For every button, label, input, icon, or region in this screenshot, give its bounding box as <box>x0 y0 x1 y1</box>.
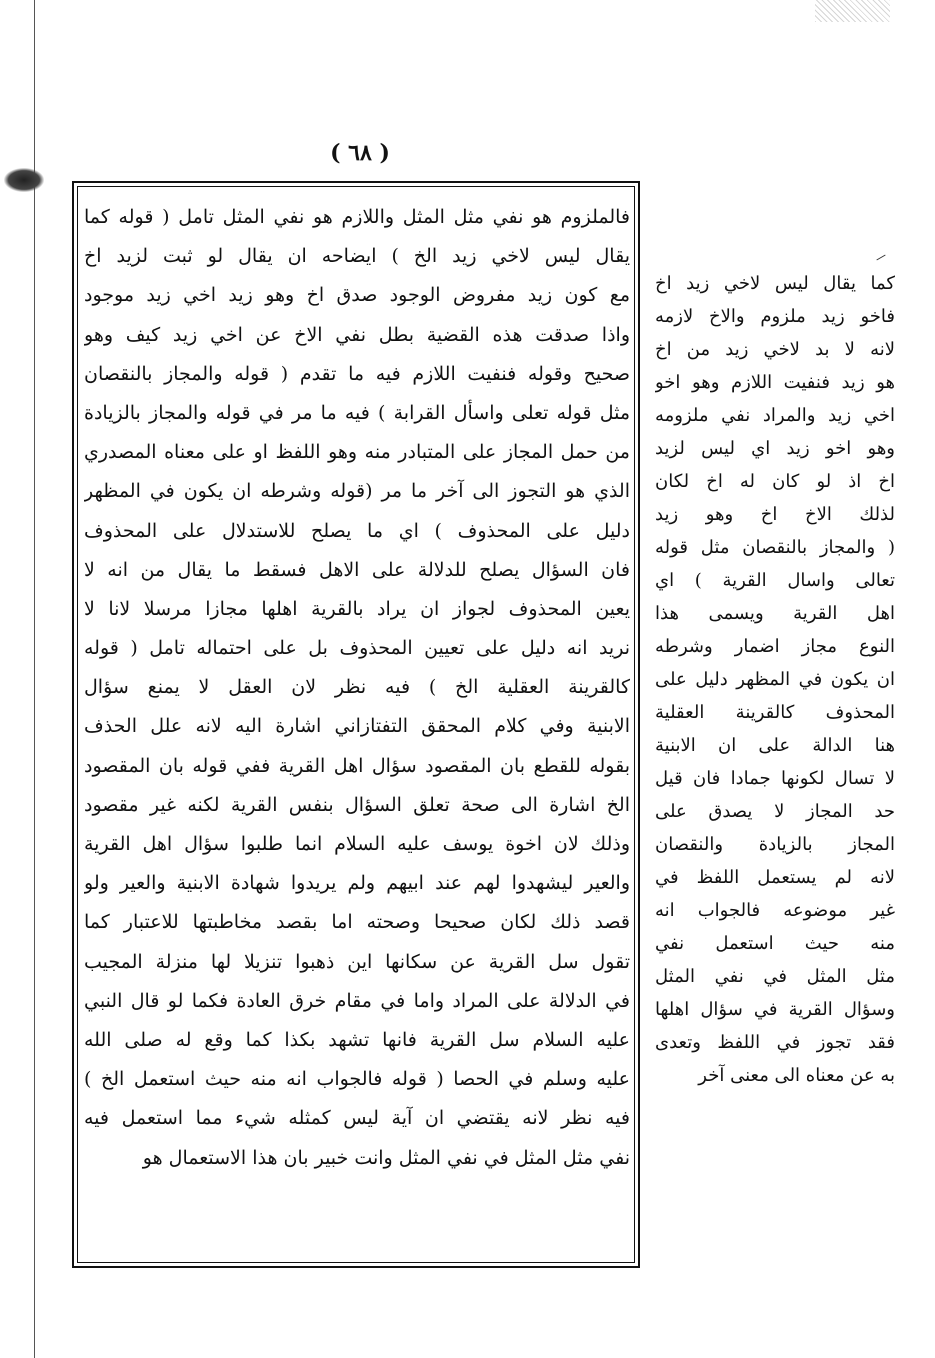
main-line: من حمل المجاز على المتبادر منه وهو اللفظ او على معناه المصدري <box>84 441 630 464</box>
margin-line: المحذوف كالقرينة العقلية <box>655 702 895 723</box>
main-line: واذا صدقت هذه القضية بطل نفي الاخ عن اخي زيد كيف وهو <box>84 323 630 346</box>
margin-line: هو زيد فنفيت اللازم وهو اخو <box>655 372 895 393</box>
main-line: يقال ليس لاخي زيد الخ ) ايضاحه ان يقال لو ثبت لزيد اخ <box>84 245 630 268</box>
main-line: مثل قوله تعلى واسأل القرابة ) فيه ما مر في قوله والمجاز بالزيادة <box>84 401 630 424</box>
margin-line: فقد تجوز في اللفظ وتعدى <box>655 1032 895 1053</box>
margin-line: هنا الدالة على ان الابنية <box>655 735 895 756</box>
main-line: نريد انه دليل على تعيين المحذوف بل على احتماله تامل ( قوله <box>84 637 630 660</box>
margin-line: اخ اذ لو كان له اخ لكان <box>655 471 895 492</box>
main-line: وذلك لان اخوة يوسف عليه السلام انما طلبوا سؤال اهل القرية <box>84 833 630 855</box>
margin-line: ( والمجاز بالنقصان مثل قوله <box>655 537 895 558</box>
main-line: الابنية وفي كلام المحقق التفتازاني اشارة اليه لانه علل الحذف <box>84 715 630 738</box>
main-line: مع كون زيد مفروض الوجود صدق اخ وهو زيد اخي زيد موجود <box>84 284 630 307</box>
main-line: الخ اشارة الى صحة تعلق السؤال بنفس القرية لكنه غير مقصود <box>84 793 630 816</box>
main-line: قصد ذلك لكان صحيحا وصحته اما بقصد مخاطبتها للاعتبار كما <box>84 911 630 934</box>
main-text-block <box>84 198 630 1258</box>
main-line: يعين المحذوف لجواز ان يراد بالقرية اهلها مجازا مرسلا لانا لا <box>84 597 630 620</box>
margin-line: كما يقال ليس لاخي زيد اخ <box>655 273 895 294</box>
margin-line: المجاز بالزيادة والنقصان <box>655 834 895 855</box>
main-line: تقول سل القرية عن سكانها اين ذهبوا تنزيلا لها منزلة المجيب <box>84 950 630 973</box>
margin-line: فاخو زيد ملزوم والاخ لازمه <box>655 306 895 327</box>
margin-line: مثل المثل في نفي المثل <box>655 966 895 987</box>
margin-line: تعالى واسال القرية ) اي <box>655 570 895 591</box>
main-line: والعير ليشهدوا لهم عند ابيهم ولم يريدوا شهادة الابنية والعير ولو <box>84 872 630 895</box>
margin-line: اخي زيد والمراد نفي ملزومه <box>655 405 895 426</box>
margin-line: غير موضوعه فالجواب انه <box>655 900 895 921</box>
main-line: فان السؤال يصلح للدلالة على الاهل فسقط ما يقال من انه لا <box>84 558 630 581</box>
margin-tick-mark <box>876 255 885 261</box>
margin-line: لانه لا بد لاخي زيد من اخ <box>655 339 895 360</box>
main-line: دليل على المحذوف ) اي ما يصلح للاستدلال على المحذوف <box>84 519 630 542</box>
margin-line: لذلك الاخ اخ وهو زيد <box>655 504 895 525</box>
main-line: صحيح وقوله فنفيت اللازم فيه ما تقدم ( قوله والمجاز بالنقصان <box>84 362 630 385</box>
main-line: عليه السلام سل القرية فانها تشهد بكذا كما وقع له صلى الله <box>84 1028 630 1051</box>
main-line: كالقرينة العقلية الخ ) فيه نظر لان العقل لا يمنع سؤال <box>84 676 630 699</box>
margin-line: لانه لم يستعمل اللفظ في <box>655 867 895 888</box>
main-line: فالملزوم هو نفي مثل المثل واللازم هو نفي المثل تامل ( قوله كما <box>84 206 630 228</box>
margin-line: ان يكون في المظهر دليل على <box>655 669 895 690</box>
main-line: بقوله للقطع بان المقصود سؤال اهل القرية ففي قوله بان المقصود <box>84 754 630 777</box>
page-number: ( ٦٨ ) <box>330 140 390 166</box>
margin-line: منه حيث استعمل نفي <box>655 933 895 954</box>
scan-speckle <box>815 0 890 22</box>
main-line: الذي هو التجوز الى آخر ما مر (قوله وشرطه ان يكون في المظهر <box>84 480 630 503</box>
margin-line: اهل القرية ويسمى هذا <box>655 603 895 624</box>
main-line: فيه نظر لانه يقتضي ان آية ليس كمثله شيء مما استعمل فيه <box>84 1107 630 1130</box>
margin-line: النوع مجاز اضمار وشرطه <box>655 636 895 657</box>
margin-line: وسؤال القرية في سؤال اهلها <box>655 999 895 1020</box>
binding-mark <box>4 168 44 192</box>
margin-line: وهو اخو زيد اي ليس لزيد <box>655 438 895 459</box>
main-line: عليه وسلم في الحصا ( قوله فالجواب انه منه حيث استعمل الخ ) <box>84 1068 630 1091</box>
margin-line: حد المجاز لا يصدق على <box>655 801 895 822</box>
margin-commentary <box>655 267 895 1187</box>
binding-edge <box>34 0 35 1358</box>
main-line: في الدلالة على المراد واما في مقام خرق العادة فكما لو قال النبي <box>84 989 630 1012</box>
main-line: نفي مثل المثل في نفي المثل وانت خبير بان هذا الاستعمال هو <box>142 1146 630 1169</box>
margin-line: لا تسال لكونها جمادا فان قيل <box>655 768 895 789</box>
margin-line: به عن معناه الى معنى آخر <box>698 1065 895 1086</box>
